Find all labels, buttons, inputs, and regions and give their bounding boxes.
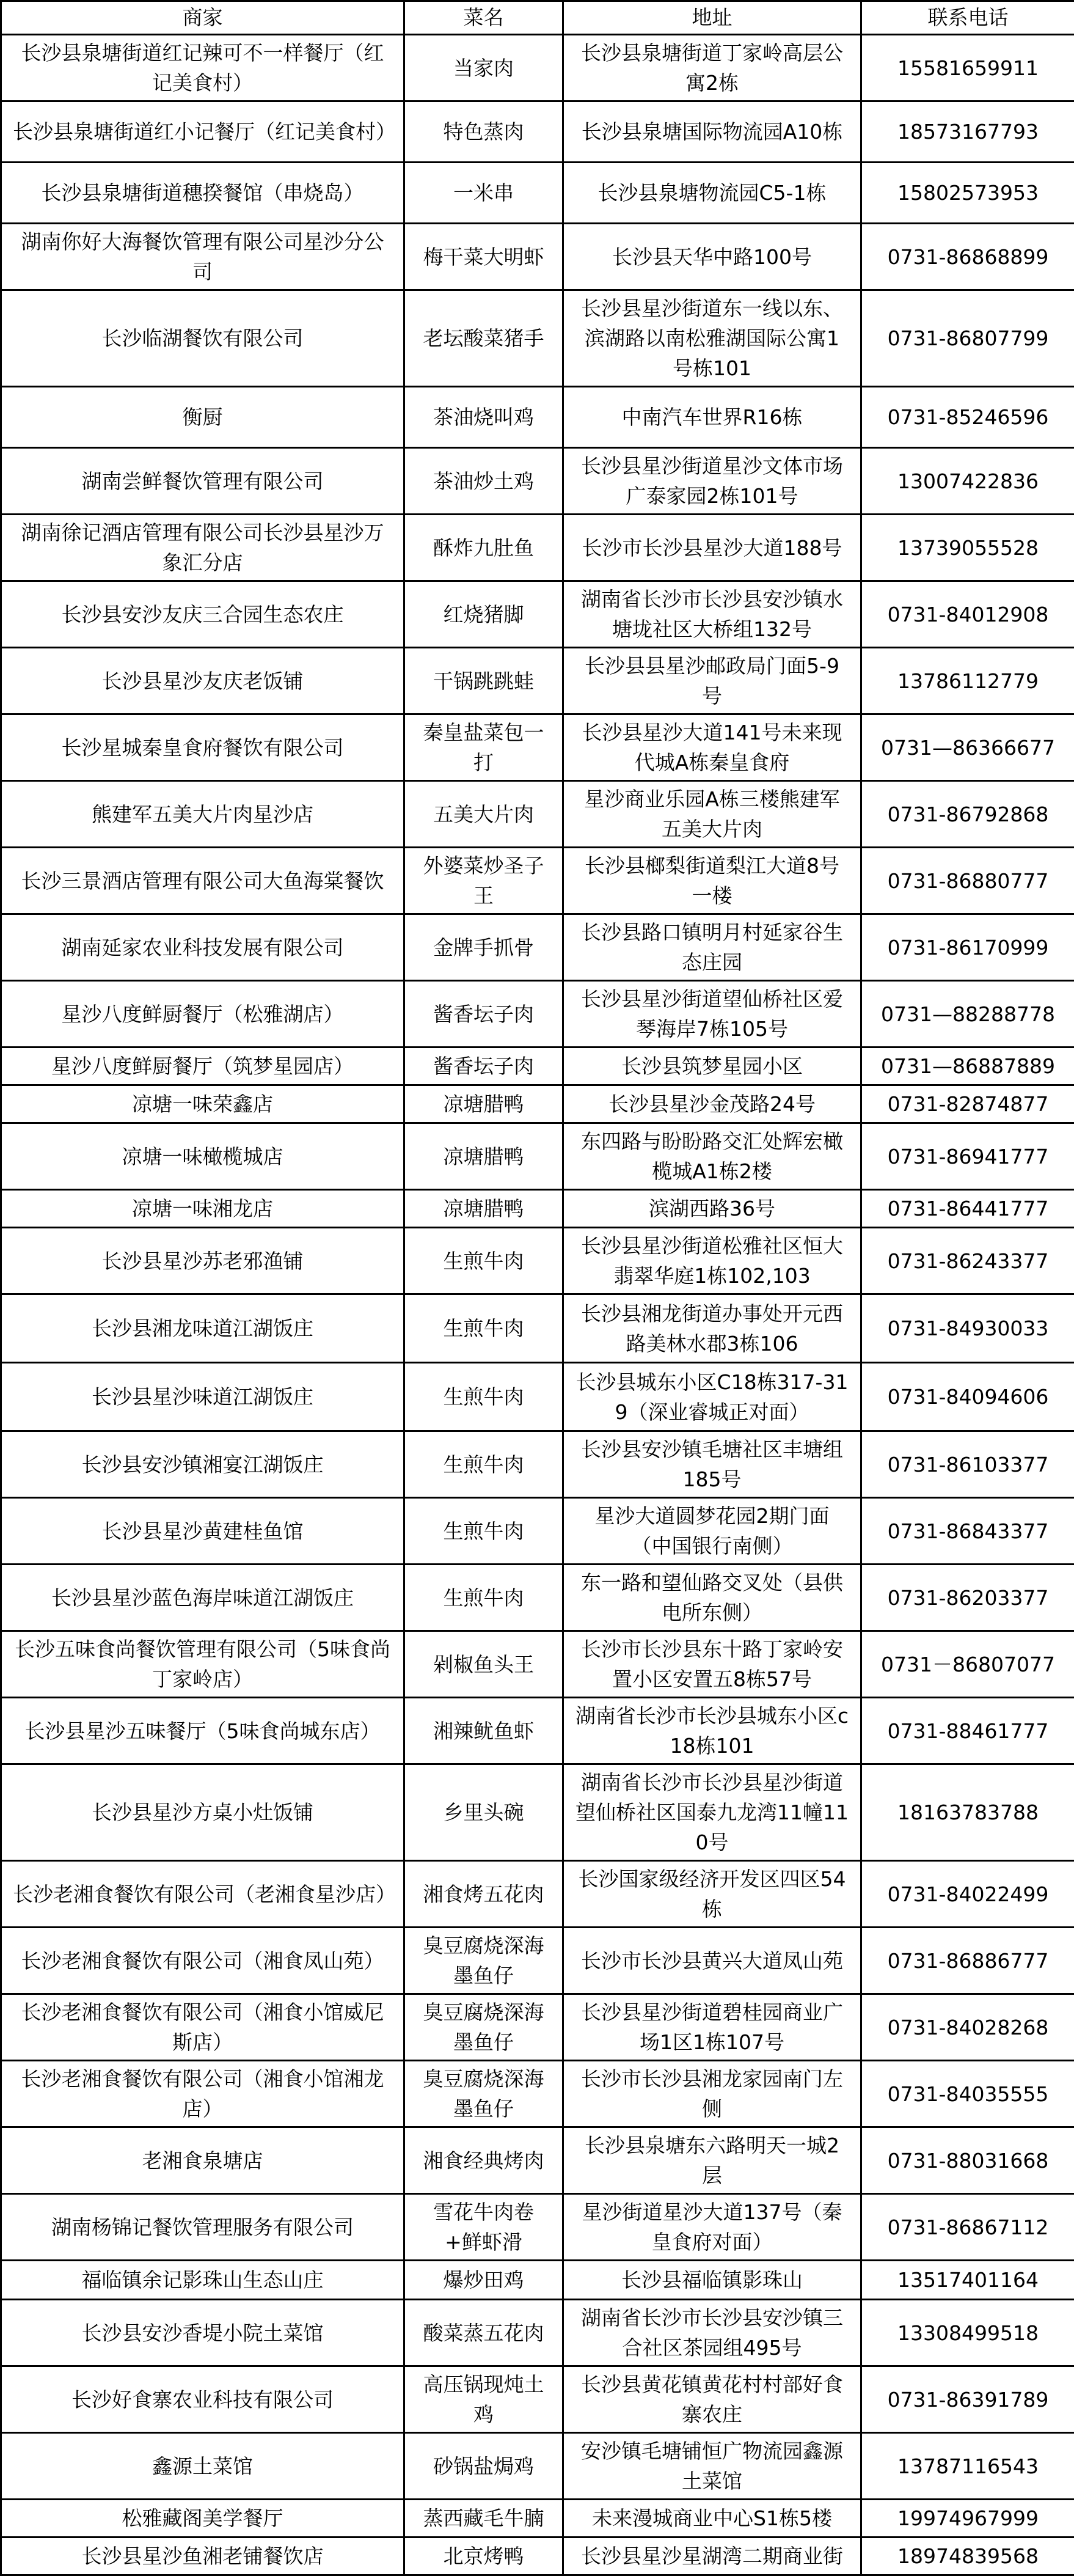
cell-dish: 北京烤鸭 — [404, 2537, 563, 2575]
cell-address: 长沙县星沙大道141号未来现代城A栋秦皇食府 — [563, 714, 861, 781]
cell-merchant: 长沙县星沙鱼湘老铺餐饮店 — [1, 2537, 404, 2575]
cell-phone: 18974839568 — [861, 2537, 1074, 2575]
cell-phone: 13786112779 — [861, 648, 1074, 714]
cell-address: 长沙县星沙街道东一线以东、滨湖路以南松雅湖国际公寓1号栋101 — [563, 290, 861, 387]
cell-merchant: 凉塘一味橄榄城店 — [1, 1123, 404, 1190]
cell-address: 长沙县星沙金茂路24号 — [563, 1085, 861, 1123]
table-row — [1, 1363, 1074, 1431]
cell-merchant: 长沙县星沙味道江湖饭庄 — [1, 1363, 404, 1431]
table-row — [1, 1085, 1074, 1123]
cell-address: 湖南省长沙市长沙县安沙镇三合社区茶园组495号 — [563, 2300, 861, 2366]
cell-address: 长沙县星沙街道望仙桥社区爱琴海岸7栋105号 — [563, 981, 861, 1048]
cell-phone: 0731-86880777 — [861, 848, 1074, 914]
cell-merchant: 长沙三景酒店管理有限公司大鱼海棠餐饮 — [1, 848, 404, 914]
cell-address: 星沙商业乐园A栋三楼熊建军五美大片肉 — [563, 781, 861, 848]
table-row — [1, 290, 1074, 387]
table-header — [1, 1, 1074, 35]
cell-dish: 臭豆腐烧深海墨鱼仔 — [404, 2061, 563, 2127]
table-row — [1, 2261, 1074, 2300]
cell-dish: 湘食烤五花肉 — [404, 1861, 563, 1928]
cell-phone: 0731-84028268 — [861, 1994, 1074, 2061]
cell-dish: 干锅跳跳蛙 — [404, 648, 563, 714]
cell-merchant: 衡厨 — [1, 387, 404, 448]
table-row — [1, 714, 1074, 781]
cell-dish: 生煎牛肉 — [404, 1565, 563, 1631]
cell-phone: 0731-88031668 — [861, 2127, 1074, 2194]
cell-merchant: 长沙县安沙香堤小院土菜馆 — [1, 2300, 404, 2366]
cell-merchant: 星沙八度鲜厨餐厅（松雅湖店） — [1, 981, 404, 1048]
cell-merchant: 长沙临湖餐饮有限公司 — [1, 290, 404, 387]
cell-dish: 特色蒸肉 — [404, 101, 563, 163]
table-row — [1, 981, 1074, 1048]
cell-address: 长沙县星沙街道星沙文体市场广泰家园2栋101号 — [563, 448, 861, 515]
cell-address: 长沙县榔梨街道梨江大道8号一楼 — [563, 848, 861, 914]
cell-phone: 15802573953 — [861, 163, 1074, 224]
cell-merchant: 长沙县星沙友庆老饭铺 — [1, 648, 404, 714]
cell-phone: 18163783788 — [861, 1764, 1074, 1861]
cell-phone: 0731-86792868 — [861, 781, 1074, 848]
cell-merchant: 长沙县泉塘街道红记辣可不一样餐厅（红记美食村） — [1, 35, 404, 101]
cell-phone: 0731-86170999 — [861, 914, 1074, 981]
table-row — [1, 35, 1074, 101]
cell-merchant: 长沙老湘食餐饮有限公司（湘食小馆威尼斯店） — [1, 1994, 404, 2061]
table-row — [1, 1565, 1074, 1631]
cell-phone: 0731-86868899 — [861, 224, 1074, 290]
table-row — [1, 1123, 1074, 1190]
cell-merchant: 长沙县星沙黄建桂鱼馆 — [1, 1498, 404, 1565]
table-row — [1, 2433, 1074, 2500]
cell-merchant: 湖南你好大海餐饮管理有限公司星沙分公司 — [1, 224, 404, 290]
table-row — [1, 224, 1074, 290]
cell-merchant: 老湘食泉塘店 — [1, 2127, 404, 2194]
table-row — [1, 1190, 1074, 1228]
cell-merchant: 长沙老湘食餐饮有限公司（湘食小馆湘龙店） — [1, 2061, 404, 2127]
cell-dish: 生煎牛肉 — [404, 1363, 563, 1431]
cell-dish: 生煎牛肉 — [404, 1228, 563, 1294]
cell-address: 长沙县天华中路100号 — [563, 224, 861, 290]
cell-merchant: 长沙好食寨农业科技有限公司 — [1, 2366, 404, 2433]
cell-dish: 凉塘腊鸭 — [404, 1190, 563, 1228]
cell-phone: 0731-88461777 — [861, 1698, 1074, 1764]
cell-merchant: 湖南延家农业科技发展有限公司 — [1, 914, 404, 981]
cell-phone: 0731-84035555 — [861, 2061, 1074, 2127]
cell-address: 长沙县黄花镇黄花村村部好食寨农庄 — [563, 2366, 861, 2433]
cell-address: 长沙市长沙县东十路丁家岭安置小区安置五8栋57号 — [563, 1631, 861, 1698]
cell-merchant: 长沙县星沙方桌小灶饭铺 — [1, 1764, 404, 1861]
cell-address: 长沙县星沙星湖湾二期商业街 — [563, 2537, 861, 2575]
cell-phone: 0731-86807799 — [861, 290, 1074, 387]
cell-dish: 酱香坛子肉 — [404, 1048, 563, 1085]
cell-phone: 0731-86441777 — [861, 1190, 1074, 1228]
cell-dish: 酸菜蒸五花肉 — [404, 2300, 563, 2366]
cell-phone: 13007422836 — [861, 448, 1074, 515]
cell-dish: 凉塘腊鸭 — [404, 1123, 563, 1190]
cell-address: 中南汽车世界R16栋 — [563, 387, 861, 448]
header-dish: 菜名 — [404, 1, 563, 35]
cell-merchant: 湖南徐记酒店管理有限公司长沙县星沙万象汇分店 — [1, 515, 404, 581]
cell-phone: 13787116543 — [861, 2433, 1074, 2500]
cell-phone: 0731-86843377 — [861, 1498, 1074, 1565]
cell-address: 长沙县城东小区C18栋317-319（深业睿城正对面） — [563, 1363, 861, 1431]
cell-address: 长沙县泉塘东六路明天一城2层 — [563, 2127, 861, 2194]
table-row — [1, 2366, 1074, 2433]
cell-merchant: 长沙县泉塘街道穗揆餐馆（串烧岛） — [1, 163, 404, 224]
cell-phone: 13517401164 — [861, 2261, 1074, 2300]
cell-address: 长沙县县星沙邮政局门面5-9号 — [563, 648, 861, 714]
cell-phone: 0731-82874877 — [861, 1085, 1074, 1123]
cell-dish: 臭豆腐烧深海墨鱼仔 — [404, 1928, 563, 1994]
cell-merchant: 长沙老湘食餐饮有限公司（老湘食星沙店） — [1, 1861, 404, 1928]
cell-address: 长沙县筑梦星园小区 — [563, 1048, 861, 1085]
cell-dish: 当家肉 — [404, 35, 563, 101]
table-row — [1, 1698, 1074, 1764]
cell-phone: 0731-86203377 — [861, 1565, 1074, 1631]
header-phone: 联系电话 — [861, 1, 1074, 35]
table-row — [1, 848, 1074, 914]
table-row — [1, 101, 1074, 163]
table-row — [1, 2127, 1074, 2194]
cell-address: 星沙大道圆梦花园2期门面（中国银行南侧） — [563, 1498, 861, 1565]
cell-dish: 剁椒鱼头王 — [404, 1631, 563, 1698]
cell-address: 长沙县泉塘物流园C5-1栋 — [563, 163, 861, 224]
cell-address: 东四路与盼盼路交汇处辉宏橄榄城A1栋2楼 — [563, 1123, 861, 1190]
cell-dish: 生煎牛肉 — [404, 1294, 563, 1363]
cell-merchant: 鑫源土菜馆 — [1, 2433, 404, 2500]
cell-dish: 梅干菜大明虾 — [404, 224, 563, 290]
cell-phone: 0731-84012908 — [861, 581, 1074, 648]
cell-dish: 湘食经典烤肉 — [404, 2127, 563, 2194]
cell-address: 东一路和望仙路交叉处（县供电所东侧） — [563, 1565, 861, 1631]
cell-address: 湖南省长沙市长沙县星沙街道望仙桥社区国泰九龙湾11幢110号 — [563, 1764, 861, 1861]
cell-address: 安沙镇毛塘铺恒广物流园鑫源土菜馆 — [563, 2433, 861, 2500]
cell-address: 星沙街道星沙大道137号（秦皇食府对面） — [563, 2194, 861, 2261]
cell-merchant: 长沙星城秦皇食府餐饮有限公司 — [1, 714, 404, 781]
cell-address: 长沙市长沙县星沙大道188号 — [563, 515, 861, 581]
cell-merchant: 松雅藏阁美学餐厅 — [1, 2500, 404, 2537]
cell-dish: 生煎牛肉 — [404, 1498, 563, 1565]
cell-address: 长沙县安沙镇毛塘社区丰塘组185号 — [563, 1431, 861, 1498]
cell-address: 滨湖西路36号 — [563, 1190, 861, 1228]
table-row — [1, 2194, 1074, 2261]
cell-phone: 0731-86867112 — [861, 2194, 1074, 2261]
cell-phone: 0731-84022499 — [861, 1861, 1074, 1928]
table-row — [1, 1928, 1074, 1994]
table-row — [1, 1228, 1074, 1294]
cell-dish: 凉塘腊鸭 — [404, 1085, 563, 1123]
cell-phone: 0731—86887889 — [861, 1048, 1074, 1085]
cell-address: 长沙市长沙县湘龙家园南门左侧 — [563, 2061, 861, 2127]
cell-phone: 0731－86807077 — [861, 1631, 1074, 1698]
header-address: 地址 — [563, 1, 861, 35]
cell-merchant: 长沙县星沙五味餐厅（5味食尚城东店） — [1, 1698, 404, 1764]
cell-address: 长沙县福临镇影珠山 — [563, 2261, 861, 2300]
cell-dish: 爆炒田鸡 — [404, 2261, 563, 2300]
cell-dish: 老坛酸菜猪手 — [404, 290, 563, 387]
table-row — [1, 914, 1074, 981]
cell-dish: 生煎牛肉 — [404, 1431, 563, 1498]
cell-phone: 18573167793 — [861, 101, 1074, 163]
cell-phone: 0731-86103377 — [861, 1431, 1074, 1498]
cell-merchant: 长沙县泉塘街道红小记餐厅（红记美食村） — [1, 101, 404, 163]
cell-merchant: 长沙县星沙蓝色海岸味道江湖饭庄 — [1, 1565, 404, 1631]
table-row — [1, 2500, 1074, 2537]
table-row — [1, 1861, 1074, 1928]
cell-phone: 19974967999 — [861, 2500, 1074, 2537]
cell-merchant: 凉塘一味湘龙店 — [1, 1190, 404, 1228]
cell-dish: 金牌手抓骨 — [404, 914, 563, 981]
table-row — [1, 1498, 1074, 1565]
cell-merchant: 星沙八度鲜厨餐厅（筑梦星园店） — [1, 1048, 404, 1085]
table-row — [1, 1048, 1074, 1085]
cell-dish: 一米串 — [404, 163, 563, 224]
cell-phone: 0731-86941777 — [861, 1123, 1074, 1190]
cell-dish: 外婆菜炒圣子王 — [404, 848, 563, 914]
cell-address: 长沙国家级经济开发区四区54栋 — [563, 1861, 861, 1928]
table-body — [1, 35, 1074, 2575]
table-row — [1, 781, 1074, 848]
cell-merchant: 熊建军五美大片肉星沙店 — [1, 781, 404, 848]
cell-address: 长沙县泉塘国际物流园A10栋 — [563, 101, 861, 163]
cell-phone: 0731-84930033 — [861, 1294, 1074, 1363]
cell-merchant: 凉塘一味荣鑫店 — [1, 1085, 404, 1123]
cell-phone: 0731-86391789 — [861, 2366, 1074, 2433]
cell-merchant: 湖南杨锦记餐饮管理服务有限公司 — [1, 2194, 404, 2261]
cell-address: 湖南省长沙市长沙县安沙镇水塘垅社区大桥组132号 — [563, 581, 861, 648]
cell-dish: 茶油炒土鸡 — [404, 448, 563, 515]
table-row — [1, 2537, 1074, 2575]
cell-dish: 五美大片肉 — [404, 781, 563, 848]
cell-dish: 雪花牛肉卷+鲜虾滑 — [404, 2194, 563, 2261]
cell-merchant: 长沙县安沙镇湘宴江湖饭庄 — [1, 1431, 404, 1498]
cell-address: 未来漫城商业中心S1栋5楼 — [563, 2500, 861, 2537]
cell-dish: 秦皇盐菜包一打 — [404, 714, 563, 781]
cell-merchant: 长沙五味食尚餐饮管理有限公司（5味食尚丁家岭店） — [1, 1631, 404, 1698]
table-row — [1, 2300, 1074, 2366]
cell-dish: 湘辣鱿鱼虾 — [404, 1698, 563, 1764]
cell-dish: 砂锅盐焗鸡 — [404, 2433, 563, 2500]
table-row — [1, 1631, 1074, 1698]
cell-merchant: 长沙县星沙苏老邪渔铺 — [1, 1228, 404, 1294]
table-row — [1, 515, 1074, 581]
table-row — [1, 2061, 1074, 2127]
cell-dish: 酱香坛子肉 — [404, 981, 563, 1048]
table-row — [1, 1294, 1074, 1363]
cell-phone: 0731—86366677 — [861, 714, 1074, 781]
cell-merchant: 长沙县湘龙味道江湖饭庄 — [1, 1294, 404, 1363]
cell-address: 湖南省长沙市长沙县城东小区c18栋101 — [563, 1698, 861, 1764]
cell-phone: 15581659911 — [861, 35, 1074, 101]
table-row — [1, 163, 1074, 224]
cell-address: 长沙县泉塘街道丁家岭高层公寓2栋 — [563, 35, 861, 101]
table-row — [1, 1994, 1074, 2061]
cell-phone: 0731-86243377 — [861, 1228, 1074, 1294]
cell-address: 长沙县路口镇明月村延家谷生态庄园 — [563, 914, 861, 981]
cell-merchant: 湖南尝鲜餐饮管理有限公司 — [1, 448, 404, 515]
cell-dish: 酥炸九肚鱼 — [404, 515, 563, 581]
table-row — [1, 581, 1074, 648]
cell-address: 长沙市长沙县黄兴大道凤山苑 — [563, 1928, 861, 1994]
header-merchant: 商家 — [1, 1, 404, 35]
cell-phone: 13739055528 — [861, 515, 1074, 581]
cell-phone: 0731-85246596 — [861, 387, 1074, 448]
cell-dish: 乡里头碗 — [404, 1764, 563, 1861]
cell-address: 长沙县星沙街道松雅社区恒大翡翠华庭1栋102,103 — [563, 1228, 861, 1294]
cell-dish: 红烧猪脚 — [404, 581, 563, 648]
cell-dish: 蒸西藏毛牛腩 — [404, 2500, 563, 2537]
cell-merchant: 长沙县安沙友庆三合园生态农庄 — [1, 581, 404, 648]
cell-address: 长沙县湘龙街道办事处开元西路美林水郡3栋106 — [563, 1294, 861, 1363]
cell-address: 长沙县星沙街道碧桂园商业广场1区1栋107号 — [563, 1994, 861, 2061]
cell-phone: 0731-86886777 — [861, 1928, 1074, 1994]
cell-phone: 0731—88288778 — [861, 981, 1074, 1048]
table-row — [1, 448, 1074, 515]
table-row — [1, 648, 1074, 714]
cell-merchant: 福临镇余记影珠山生态山庄 — [1, 2261, 404, 2300]
cell-phone: 13308499518 — [861, 2300, 1074, 2366]
table-row — [1, 1431, 1074, 1498]
cell-dish: 高压锅现炖土鸡 — [404, 2366, 563, 2433]
cell-phone: 0731-84094606 — [861, 1363, 1074, 1431]
cell-dish: 茶油烧叫鸡 — [404, 387, 563, 448]
cell-merchant: 长沙老湘食餐饮有限公司（湘食凤山苑） — [1, 1928, 404, 1994]
table-row — [1, 387, 1074, 448]
table-row — [1, 1764, 1074, 1861]
header-row — [1, 1, 1074, 35]
cell-dish: 臭豆腐烧深海墨鱼仔 — [404, 1994, 563, 2061]
